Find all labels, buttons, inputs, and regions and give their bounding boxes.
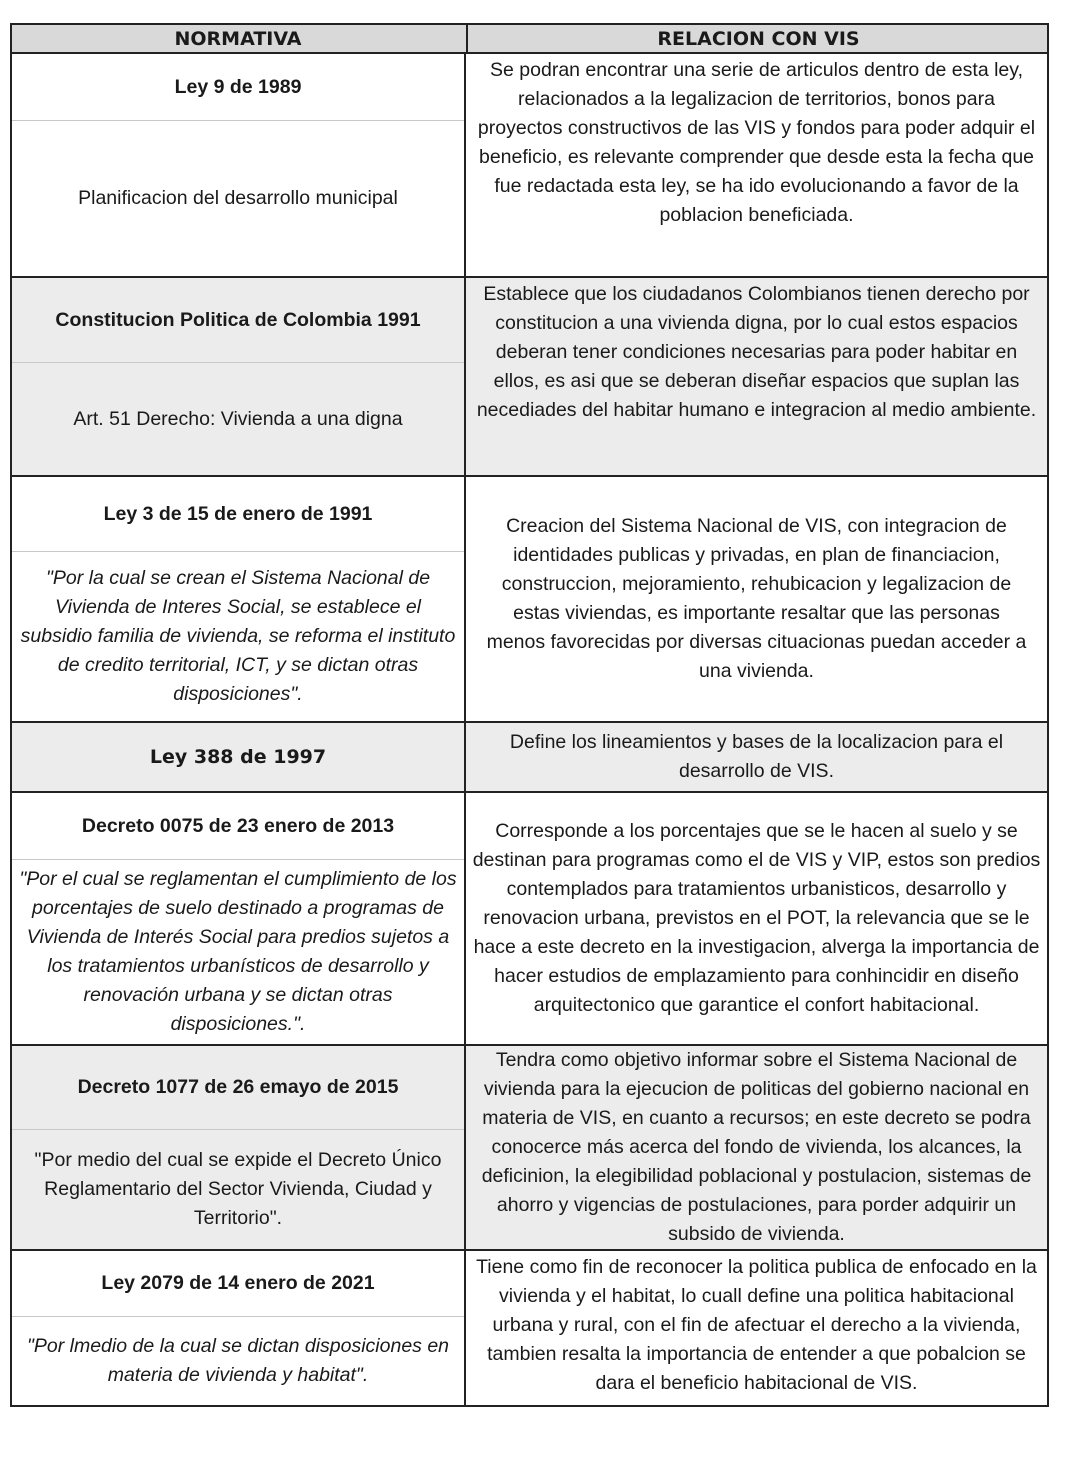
relacion-cell [464, 278, 1047, 475]
table-row [10, 1251, 1049, 1407]
header-normativa: NORMATIVA [174, 28, 302, 50]
normativa-cell [12, 723, 464, 791]
relacion-text: Corresponde a los porcentajes que se le hacen al suelo y se destinan para programas como el de VIS y VIP, estos son predios contemplados para tratamientos urbanisticos, desarrollo y renovacion urbana, previstos en el POT, la relevancia que se le hace a este decreto en la investigacion, alverga la importancia de hacer estudios de emplazamiento para conhincidir en diseño arquitectonico que garantice el confort habitacional. [472, 820, 1041, 1016]
normativa-description: "Por el cual se reglamentan el cumplimiento de los porcentajes de suelo destinado a programas de Vivienda de Interés Social para predios sujetos a los tratamientos urbanísticos de desarrollo y renovación urbana y se dictan otras disposiciones.". [19, 868, 457, 1035]
header-relacion: RELACION CON VIS [466, 25, 1049, 52]
normativa-description: "Por lmedio de la cual se dictan disposiciones en materia de vivienda y habitat". [26, 1335, 450, 1386]
table-row [10, 1046, 1049, 1251]
relacion-text: Establece que los ciudadanos Colombianos tienen derecho por constitucion a una vivienda digna, por lo cual estos espacios deberan tener condiciones necesarias para poder habitar en ellos, es asi que se deberan diseñar espacios que suplan las necediades del habitar humano e integracion al medio ambiente. [476, 283, 1037, 421]
normativa-description: "Por la cual se crean el Sistema Nacional de Vivienda de Interes Social, se establece el subsidio familia de vivienda, se reforma el instituto de credito territorial, ICT, y se dictan otras disposiciones". [20, 567, 456, 705]
normativa-description: "Por medio del cual se expide el Decreto Único Reglamentario del Sector Vivienda, Ciudad y Territorio". [34, 1149, 442, 1229]
relacion-text: Tendra como objetivo informar sobre el Sistema Nacional de vivienda para la ejecucion de politicas del gobierno nacional en materia de VIS, en cuanto a recursos; en este decreto se podra conocerce más acerca del fondo de vivienda, los alcances, la deficinion, la elegibilidad poblacional y postulacion, sistemas de ahorro y vigencias de postulaciones, para porder adquirir un subsido de vivienda. [481, 1049, 1032, 1245]
normativa-title: Decreto 1077 de 26 emayo de 2015 [12, 1046, 464, 1130]
normativa-cell [12, 793, 464, 1044]
relacion-cell [464, 1251, 1047, 1405]
normativa-title: Constitucion Politica de Colombia 1991 [12, 278, 464, 363]
table-row [10, 278, 1049, 477]
table-row [10, 723, 1049, 793]
table-row [10, 54, 1049, 278]
relacion-cell [464, 723, 1047, 791]
relacion-cell [464, 477, 1047, 721]
table-header [10, 23, 1049, 54]
normativa-title: Ley 9 de 1989 [12, 54, 464, 121]
table-row [10, 477, 1049, 723]
normativa-description: Art. 51 Derecho: Vivienda a una digna [73, 407, 403, 430]
normativa-title: Ley 2079 de 14 enero de 2021 [12, 1251, 464, 1317]
relacion-text: Tiene como fin de reconocer la politica publica de enfocado en la vivienda y el habitat, lo cuall define una politica habitacional urbana y rural, con el fin de afectuar el derecho a la vivienda, tambien resalta la importancia de entender a que pobalcion se dara el beneficio habitacional de VIS. [476, 1256, 1037, 1394]
relacion-cell [464, 793, 1047, 1044]
normativa-cell [12, 477, 464, 721]
relacion-text: Creacion del Sistema Nacional de VIS, con integracion de identidades publicas y privadas, en plan de financiacion, construccion, mejoramiento, rehubicacion y legalizacion de estas viviendas, es importante resaltar que las personas menos favorecidas por diversas cituacionas puedan acceder a una vivienda. [486, 515, 1027, 682]
normativa-description: Planificacion del desarrollo municipal [78, 187, 398, 209]
normativa-title: Decreto 0075 de 23 enero de 2013 [12, 793, 464, 860]
normativa-title: Ley 3 de 15 de enero de 1991 [12, 477, 464, 552]
normativa-cell [12, 1251, 464, 1405]
normativa-cell [12, 54, 464, 276]
table-row [10, 793, 1049, 1046]
normativa-cell [12, 278, 464, 475]
relacion-cell [464, 54, 1047, 276]
relacion-cell [464, 1046, 1047, 1249]
relacion-text: Define los lineamientos y bases de la localizacion para el desarrollo de VIS. [509, 731, 1004, 782]
normativa-title: Ley 388 de 1997 [149, 746, 327, 768]
normativa-cell [12, 1046, 464, 1249]
relacion-text: Se podran encontrar una serie de articulos dentro de esta ley, relacionados a la legalizacion de territorios, bonos para proyectos constructivos de las VIS y fondos para poder adquir el beneficio, es relevante comprender que desde esta la fecha que fue redactada esta ley, se ha ido evolucionando a favor de la poblacion beneficiada. [477, 59, 1036, 226]
